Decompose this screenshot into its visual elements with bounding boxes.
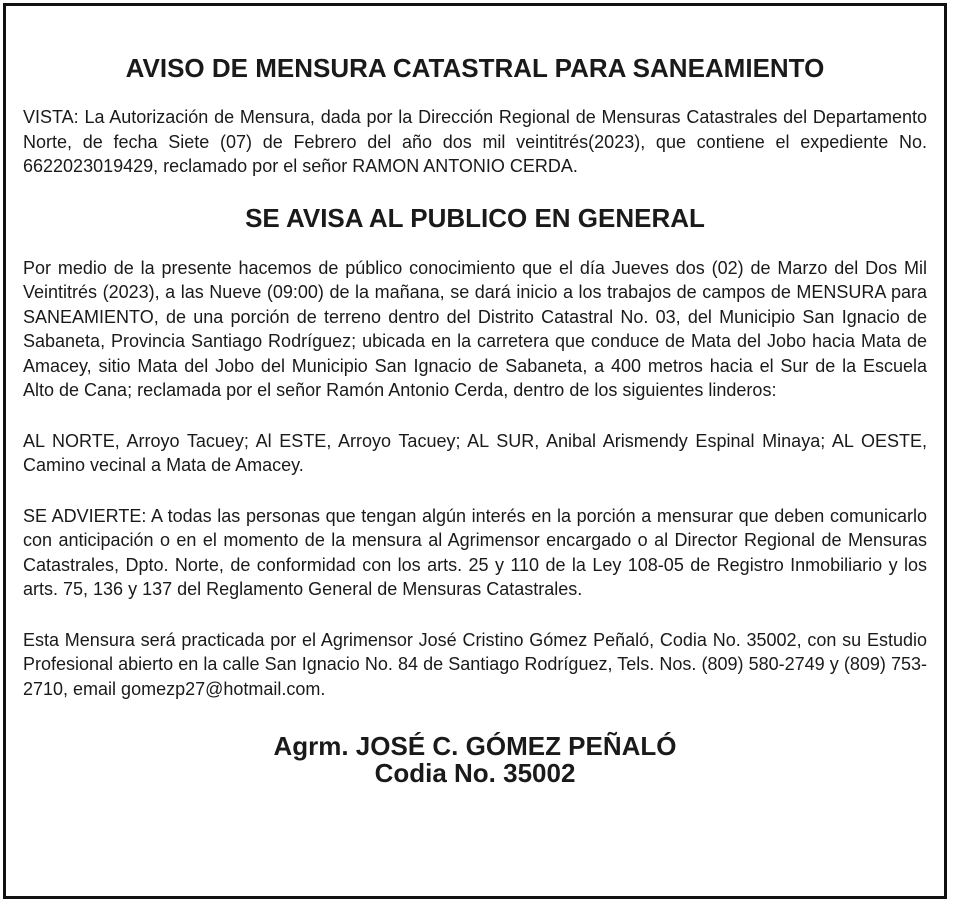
advisory-paragraph: SE ADVIERTE: A todas las personas que tengan algún interés en la porción a mensurar que deben comunicarlo con anticipación o en el momento de la mensura al Agrimensor encargado o al Director Regional de Mensuras Catastrales, Dpto. Norte, de conformidad con los arts. 25 y 110 de la Ley 108-05 de Registro Inmobiliario y los arts. 75, 136 y 137 del Reglamento General de Mensuras Catastrales. — [23, 505, 927, 599]
signature-name: Agrm. JOSÉ C. GÓMEZ PEÑALÓ — [273, 731, 677, 761]
signature-codia: Codia No. 35002 — [374, 758, 576, 788]
notice-frame — [3, 3, 947, 899]
signature-block — [23, 733, 927, 787]
survey-announcement-paragraph: Por medio de la presente hacemos de público conocimiento que el día Jueves dos (02) de Marzo del Dos Mil Veintitrés (2023), a las Nueve (09:00) de la mañana, se dará inicio a los trabajos de campos de MENSURA para SANEAMIENTO, de una porción de terreno dentro del Distrito Catastral No. 03, del Municipio San Ignacio de Sabaneta, Provincia Santiago Rodríguez; ubicada en la carretera que conduce de Mata del Jobo hacia Mata de Amacey, sitio Mata del Jobo del Municipio San Ignacio de Sabaneta, a 400 metros hacia el Sur de la Escuela Alto de Cana; reclamada por el señor Ramón Antonio Cerda, dentro de los siguientes linderos: — [23, 257, 927, 400]
notice-title: AVISO DE MENSURA CATASTRAL PARA SANEAMIENTO — [125, 53, 825, 83]
boundaries-paragraph: AL NORTE, Arroyo Tacuey; Al ESTE, Arroyo Tacuey; AL SUR, Anibal Arismendy Espinal Minaya; AL OESTE, Camino vecinal a Mata de Amacey. — [23, 430, 927, 475]
public-notice-heading: SE AVISA AL PUBLICO EN GENERAL — [245, 202, 705, 233]
vista-paragraph: VISTA: La Autorización de Mensura, dada por la Dirección Regional de Mensuras Catastrales del Departamento Norte, de fecha Siete (07) de Febrero del año dos mil veintitrés(2023), que contiene el expediente No. 6622023019429, reclamado por el señor RAMON ANTONIO CERDA. — [23, 107, 927, 176]
notice-content — [23, 53, 927, 787]
surveyor-info-paragraph: Esta Mensura será practicada por el Agrimensor José Cristino Gómez Peñaló, Codia No. 35002, con su Estudio Profesional abierto en la calle San Ignacio No. 84 de Santiago Rodríguez, Tels. Nos. (809) 580-2749 y (809) 753-2710, email gomezp27@hotmail.com. — [23, 629, 927, 699]
